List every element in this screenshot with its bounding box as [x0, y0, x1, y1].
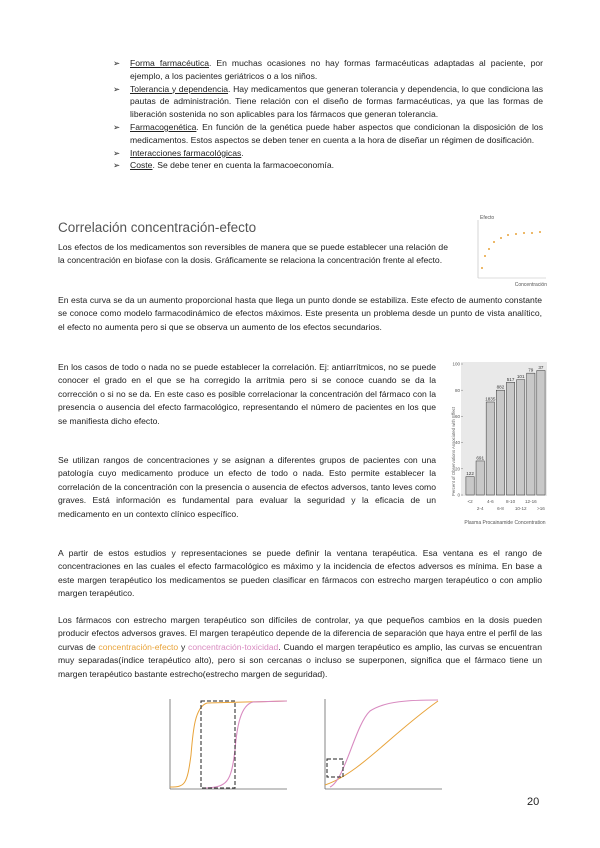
arrow-bullet-icon: ➢ — [113, 147, 121, 158]
section-title: Correlación concentración-efecto — [58, 220, 257, 235]
x-tick-label: 2-4 — [476, 506, 484, 511]
bullet-item: ➢ Farmacogenética. En función de la genética puede haber aspectos que condicionan la disposición de los medicamentos. Estos aspectos se deben tener en cuenta a la hora de diseñar un régimen de dosificación. — [113, 121, 543, 145]
x-tick-label: 4-6 — [486, 499, 494, 504]
bar — [466, 477, 474, 495]
scatter-point — [481, 267, 483, 269]
scatter-point — [484, 255, 486, 257]
arrow-bullet-icon: ➢ — [113, 83, 121, 94]
bar-data-label: 37 — [538, 365, 544, 371]
bar — [486, 402, 494, 495]
x-tick-label: 12-16 — [524, 499, 537, 504]
scatter-point — [531, 232, 533, 234]
x-tick-label: >16 — [537, 506, 545, 511]
bar — [527, 373, 535, 495]
scatter-xlabel: Concentración — [514, 282, 547, 288]
bar — [506, 382, 514, 495]
chart-ylabel: Percent of Observations Associated with Effect — [451, 406, 456, 496]
scatter-point — [523, 232, 525, 234]
bar-data-label: 517 — [506, 376, 515, 382]
scatter-point — [500, 237, 502, 239]
chart-xlabel: Plasma Procainamide Concentration — [464, 520, 546, 526]
y-tick-label: 100 — [452, 361, 460, 367]
paragraph-narrow-margin: Los fármacos con estrecho margen terapéutico son difíciles de controlar, ya que pequeños cambios en la dosis pueden producir efectos adversos graves. El margen terapéutico depende de la diferencia de separación que haya entre el perfil de las curvas de concentración-efecto y concentración-toxicidad. Cuando el margen terapéutico es amplio, las curvas se encuentran muy separadas(índice terapéutico alto), pero si son cercanas o incluso se superponen, significa que el fármaco tiene un margen terapéutico bastante estrecho(estrecho margen de seguridad). — [58, 615, 542, 679]
y-tick-label: 20 — [454, 466, 460, 472]
scatter-point — [507, 234, 509, 236]
paragraph-ranges: Se utilizan rangos de concentraciones y se asignan a diferentes grupos de pacientes con una patología cuyo medicamento produce un efecto de todo o nada. Esto permite establecer la correlación de la concentración con la presencia o ausencia de efectos adversos, tanto leves como graves. Está información es fundamental para evaluar la seguridad y la eficacia de un medicamento en un contexto clínico específico. — [58, 455, 436, 519]
bar — [476, 461, 484, 495]
scatter-point — [493, 241, 495, 243]
scatter-point — [515, 233, 517, 235]
paragraph-all-or-nothing: En los casos de todo o nada no se puede establecer la correlación. Ej: antiarrítmicos, no se puede conocer el grado en el que se ha corregido la arritmia pero si se conoce cuando se da la corrección o si no se da. En este caso es posible correlacionar la concentración del fármaco con la presencia o ausencia del efecto farmacológico, representando el número de pacientes en los que se manifiesta dicho efecto. — [58, 362, 436, 426]
y-tick-label: 80 — [454, 387, 460, 393]
bar-data-label: 1835 — [485, 396, 496, 402]
concentration-effect-curve — [170, 701, 287, 787]
bullet-list — [113, 57, 543, 172]
bar-data-label: 101 — [516, 374, 525, 380]
y-tick-label: 0 — [457, 492, 460, 498]
bullet-item: ➢ Interacciones farmacológicas. — [113, 147, 244, 158]
scatter-figure — [474, 212, 549, 288]
bullet-item: ➢ Coste. Se debe tener en cuenta la farmacoeconomía. — [113, 160, 334, 171]
bar-data-label: 691 — [476, 455, 485, 461]
scatter-ylabel: Efecto — [480, 215, 495, 221]
y-tick-label: 60 — [454, 414, 460, 419]
x-tick-label: 6-8 — [497, 506, 504, 511]
arrow-bullet-icon: ➢ — [113, 58, 121, 68]
arrow-bullet-icon: ➢ — [113, 121, 121, 132]
concentration-toxicity-term: concentración-toxicidad — [188, 641, 279, 652]
bar — [517, 380, 525, 495]
bar — [496, 390, 504, 495]
paragraph-curve: En esta curva se da un aumento proporcional hasta que llega un punto donde se estabiliza. Este efecto de aumento constante se conoce como modelo farmacodinámico de efectos máximos. Este presenta un problema desde un punto de vista analítico, el efecto no aumenta pero si que se observa un aumento de los efectos secundarios. — [58, 295, 542, 332]
paragraph-intro: Los efectos de los medicamentos son reversibles de manera que se puede establecer una relación de la concentración en biofase con la dosis. Gráficamente se relaciona la concentración frente al efecto. — [58, 242, 448, 266]
wide-margin-curves-figure — [165, 695, 290, 791]
bar-data-label: 79 — [528, 367, 534, 373]
bullet-item: ➢ Tolerancia y dependencia. Hay medicamentos que generan tolerancia y dependencia, lo que condiciona las pautas de administración. Tiene relación con el diseño de formas farmacéuticas, ya que las formas de liberación sostenida no son aplicables para los fármacos que generan tolerancia. — [113, 83, 543, 120]
x-tick-label: <2 — [467, 499, 473, 504]
x-tick-label: 10-12 — [514, 506, 527, 511]
bar — [537, 371, 545, 495]
concentration-toxicity-curve — [205, 701, 287, 788]
paragraph-therapeutic-window: A partir de estos estudios y representaciones se puede definir la ventana terapéutica. Esa ventana es el rango de concentraciones en las cuales el efecto farmacológico es máximo y la incidencia de efectos adversos es mínima. En base a este margen terapéutico los medicamentos se pueden clasificar en fármacos con estrecho margen terapéutico o con amplio margen terapéutico. — [58, 548, 542, 599]
bar-data-label: 122 — [466, 471, 474, 477]
page-number: 20 — [527, 796, 540, 808]
y-tick-label: 40 — [454, 440, 460, 446]
bar-data-label: 882 — [496, 384, 505, 390]
concentration-effect-term: concentración-efecto — [98, 641, 179, 652]
scatter-point — [488, 248, 490, 250]
bar-chart — [447, 356, 551, 526]
scatter-point — [539, 231, 541, 233]
narrow-margin-curves-figure — [320, 695, 445, 791]
bullet-item: ➢ Forma farmacéutica. En muchas ocasiones no hay formas farmacéuticas adaptadas al paciente, por ejemplo, a los pacientes geriátricos o a los niños. — [113, 58, 543, 81]
arrow-bullet-icon: ➢ — [113, 160, 121, 171]
x-tick-label: 8-10 — [505, 499, 516, 504]
